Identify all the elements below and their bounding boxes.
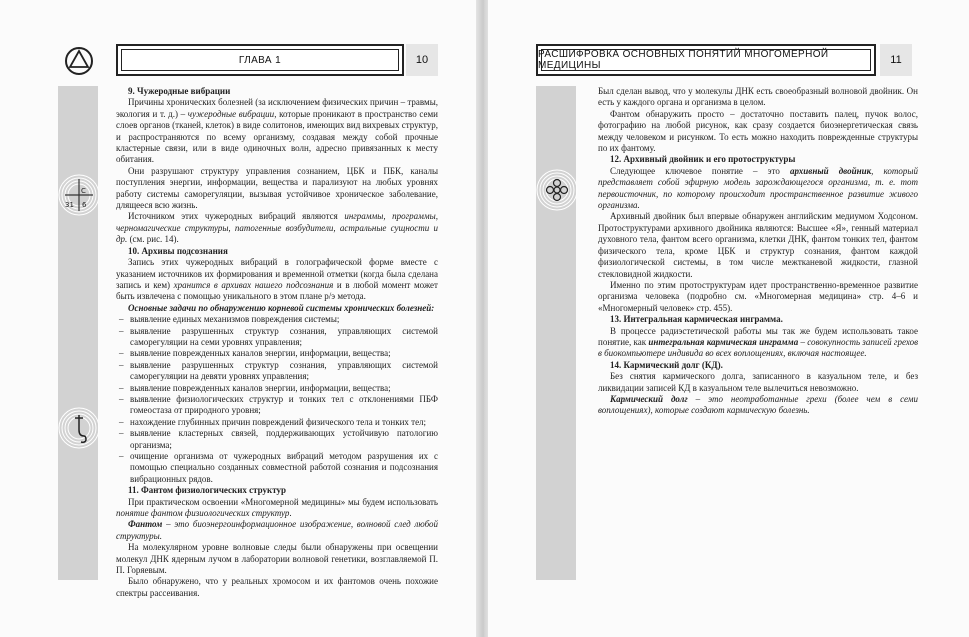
section-10-paragraph-1: Запись этих чужеродных вибраций в голографической форме вместе с указанием источников их формирования и временной отметки (когда была сделана запись и кем) хранится в архивах нашего подсознания и в любой момент может быть извлечена с помощью уникального в этом плане р/э метода. bbox=[116, 257, 438, 302]
section-11-paragraph-3: На молекулярном уровне волновые следы были обнаружены при освещении молекул ДНК ядерным лучом в лаборатории волновой генетики, возглавляемой П. П. Горяевым. bbox=[116, 542, 438, 576]
right-text-column bbox=[598, 86, 918, 417]
list-item: – выявление физиологических структур и тонких тел с отклонениями ПБФ гомеостаза от природного уровня; bbox=[116, 394, 438, 417]
list-item: – выявление поврежденных каналов энергии, информации, вещества; bbox=[116, 348, 438, 359]
right-page-number: 11 bbox=[880, 44, 912, 76]
section-14-paragraph-1: Без снятия кармического долга, записанного в казуальном теле, и без ликвидации записей КД в казуальном теле вылечиться невозможно. bbox=[598, 371, 918, 393]
list-item: – выявление разрушенных структур сознания, управляющих системой саморегуляции на девяти уровнях управления; bbox=[116, 360, 438, 383]
list-item: – нахождение глубинных причин повреждений физического тела и тонких тел; bbox=[116, 417, 438, 428]
left-sidebar bbox=[58, 86, 98, 580]
list-item: – выявление поврежденных каналов энергии, информации, вещества; bbox=[116, 383, 438, 394]
right-paragraph-1: Был сделан вывод, что у молекулы ДНК есть своеобразный волновой двойник. Он есть у каждого органа и организма в целом. bbox=[598, 86, 918, 108]
tasks-list bbox=[116, 314, 438, 485]
section-9-paragraph-2: Они разрушают структуру управления сознанием, ЦБК и ПБК, каналы поступления энергии, информации, вещества и парализуют на любых уровнях работу системы саморегуляции, вызывая устойчивое хроническое заболевание, длящееся всю жизнь. bbox=[116, 165, 438, 211]
left-page-number: 10 bbox=[406, 44, 438, 76]
right-paragraph-2: Фантом обнаружить просто – достаточно поставить палец, пучок волос, фотографию на любой рисунок, как сразу создается биоэнергетическая связь между человеком и рисунком. То есть можно находить поврежденные структуры по их фантому. bbox=[598, 108, 918, 154]
cross-chakra-emblem-icon bbox=[57, 163, 101, 227]
karmic-debt-definition: Кармический долг – это неотработанные грехи (более чем в семи воплощениях), которые создают кармическую болезнь. bbox=[598, 393, 918, 416]
list-item: – выявление единых механизмов повреждения системы; bbox=[116, 314, 438, 325]
emblem-number-6: 6 bbox=[82, 201, 87, 209]
right-chapter-title: РАСШИФРОВКА ОСНОВНЫХ ПОНЯТИЙ МНОГОМЕРНОЙ МЕДИЦИНЫ bbox=[538, 49, 829, 71]
section-12-paragraph-1: Следующее ключевое понятие – это архивный двойник, который представляет собой эфирную модель зарождающегося организма, т. е. тот первоисточник, по которому происходит пространственное развитие живого организма. bbox=[598, 165, 918, 211]
section-11-paragraph-4: Было обнаружено, что у реальных хромосом и их фантомов очень похожие спектры рассеивания. bbox=[116, 576, 438, 598]
section-9-paragraph-3: Источником этих чужеродных вибраций являются инграммы, программы, черномагические структуры, патогенные возбудители, астральные сущности и др. (см. рис. 14). bbox=[116, 211, 438, 245]
phantom-definition: Фантом – это биоэнергоинформационное изображение, волновой след любой структуры. bbox=[116, 519, 438, 541]
left-header-bar bbox=[116, 44, 404, 76]
section-10-heading: 10. Архивы подсознания bbox=[128, 245, 228, 256]
right-header-bar bbox=[536, 44, 876, 76]
section-11-paragraph-1: При практическом освоении «Многомерной медицины» мы будем использовать понятие фантом физиологических структур. bbox=[116, 496, 438, 519]
section-13-heading: 13. Интегральная кармическая инграмма. bbox=[610, 314, 783, 325]
section-14-heading: 14. Кармический долг (КД). bbox=[610, 359, 723, 370]
saturn-symbol-emblem-icon bbox=[57, 396, 101, 460]
emblem-letter-c: С bbox=[81, 187, 86, 195]
list-item: – выявление кластерных связей, поддерживающих устойчивую патологию организма; bbox=[116, 428, 438, 451]
tasks-heading: Основные задачи по обнаружению корневой системы хронических болезней: bbox=[128, 302, 435, 313]
section-12-paragraph-2: Архивный двойник был впервые обнаружен английским медиумом Ходсоном. Протоструктурами архивного двойника являются: Высшее «Я», генный материал духовного тела, фантом всего организма, клетки ДНК, фантом тонких тел, фантом физического тела, кроме ЦБК и структур сознания, фантом каждой физиологической системы, в том числе межтканевой жидкости, глазной стекловидной жидкости. bbox=[598, 211, 918, 279]
section-9-heading: 9. Чужеродные вибрации bbox=[128, 86, 231, 96]
left-page bbox=[0, 0, 480, 637]
section-11-heading: 11. Фантом физиологических структур bbox=[128, 485, 287, 496]
section-12-paragraph-3: Именно по этим протоструктурам идет пространственно-временное развитие организма человека (подробно см. «Многомерная медицина» стр. 4–6 и «Многомерный человек» стр. 455). bbox=[598, 279, 918, 313]
section-13-paragraph-1: В процессе радиэстетической работы мы так же будем использовать такое понятие, как интегральная кармическая инграмма – совокупность записей грехов в биокомпьютере индивида во всех воплощениях, включая настоящее. bbox=[598, 325, 918, 359]
left-chapter-title: ГЛАВА 1 bbox=[238, 54, 282, 66]
flower-chakra-emblem-icon bbox=[535, 158, 579, 222]
list-item: – выявление разрушенных структур сознания, управляющих системой саморегуляции на семи уровнях управления; bbox=[116, 326, 438, 349]
section-9-paragraph-1: Причины хронических болезней (за исключением физических причин – травмы, экология и т. д.) – чужеродные вибрации, которые проникают в пространство семи слоев органов (тканей, клеток) в виде солитонов, имеющих вид вихревых структур, и распространяются по всему организму, создавая между собой прочные кластерные связи, или в виде одиночных волн, адресно привязанных к месту обитания. bbox=[116, 97, 438, 165]
triangle-circle-emblem-icon bbox=[64, 46, 94, 76]
emblem-number-31: 31 bbox=[65, 201, 74, 209]
right-page bbox=[488, 0, 969, 637]
left-text-column bbox=[116, 86, 438, 599]
list-item: – очищение организма от чужеродных вибраций методом разрушения их с помощью специально созданных совместной работой сознания и подсознания вибрационных рядов. bbox=[116, 451, 438, 485]
section-12-heading: 12. Архивный двойник и его протоструктуры bbox=[610, 154, 796, 165]
